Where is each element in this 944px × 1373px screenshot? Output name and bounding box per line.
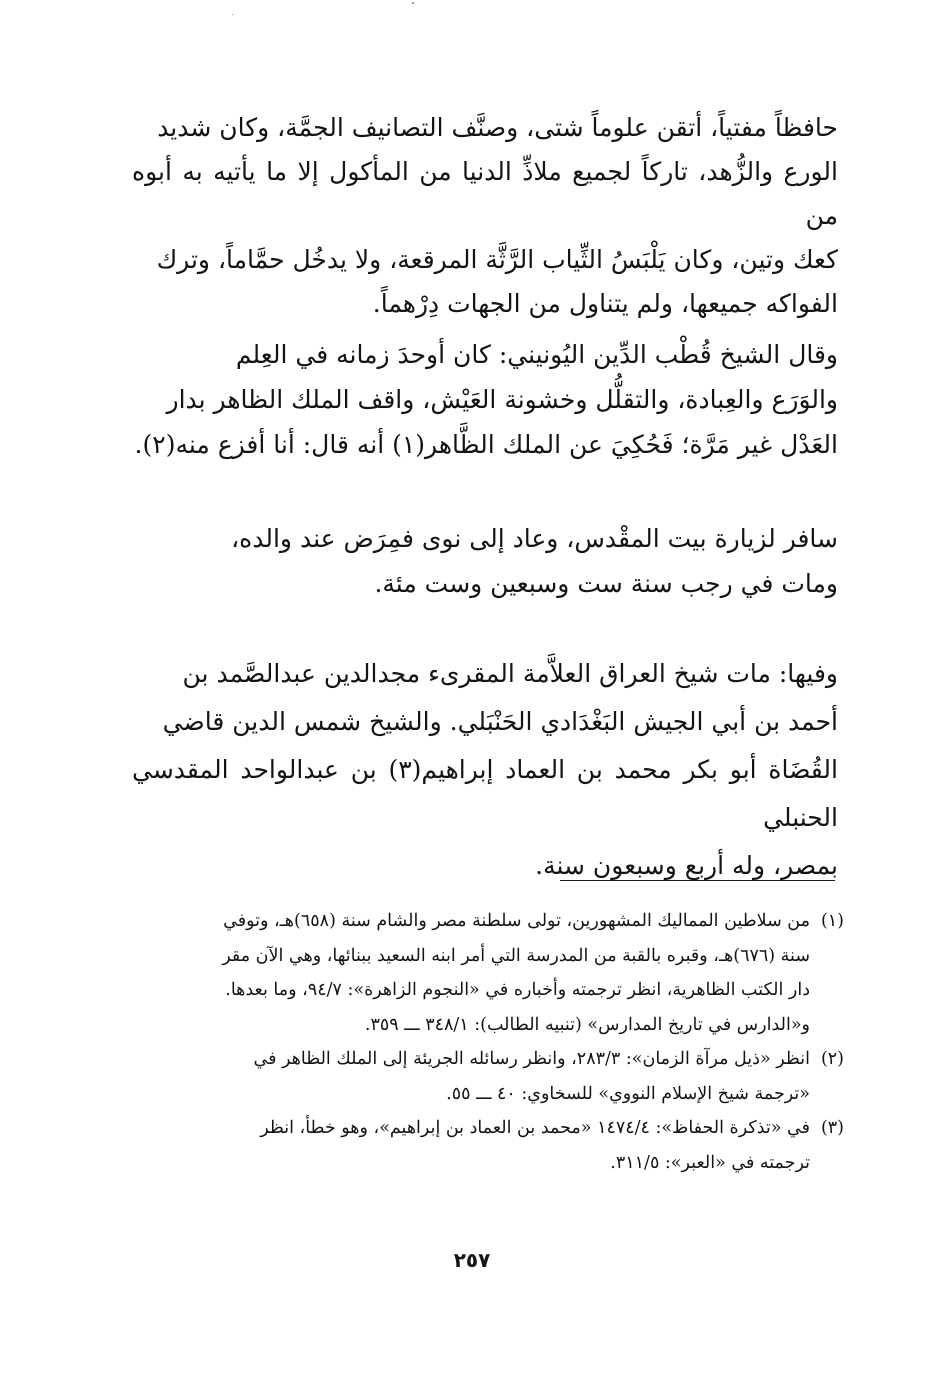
text-line: بمصر، وله أربع وسبعون سنة. (535, 851, 838, 880)
footnote-2 (132, 1042, 844, 1111)
scan-speck (412, 2, 414, 4)
text-line: الورع والزُّهد، تاركاً لجميع ملاذِّ الدنيا من المأكول إلا ما يأتيه به أبوه من (132, 157, 838, 230)
text-line: كعك وتين، وكان يَلْبَسُ الثِّياب الرَّثَّة المرقعة، ولا يدخُل حمَّاماً، وترك (156, 245, 838, 274)
footnote-line: «ترجمة شيخ الإسلام النووي» للسخاوي: ٤٠ ـــ ٥٥. (446, 1083, 810, 1104)
footnote-1 (132, 904, 844, 1042)
footnote-separator (560, 880, 835, 881)
paragraph-other-deaths (132, 650, 838, 890)
footnote-number: (١) (820, 911, 844, 931)
page-number: ٢٥٧ (453, 1248, 491, 1272)
text-line: أحمد بن أبي الجيش البَغْدَادي الحَنْبَلي. والشيخ شمس الدين قاضي (162, 707, 838, 736)
footnote-line: ترجمته في «العبر»: ٣١١/٥. (610, 1152, 810, 1173)
text-line: الفواكه جميعها، ولم يتناول من الجهات دِرْهماً. (372, 289, 838, 318)
text-line: والوَرَع والعِبادة، والتقلُّل وخشونة العَيْش، واقف الملك الظاهر بدار (166, 385, 838, 414)
text-line: سافر لزيارة بيت المقْدس، وعاد إلى نوى فمِرَض عند والده، (231, 524, 838, 553)
text-line: حافظاً مفتياً، أتقن علوماً شتى، وصنَّف التصانيف الجمَّة، وكان شديد (157, 113, 838, 142)
footnotes (132, 904, 844, 1180)
footnote-line: في «تذكرة الحفاظ»: ١٤٧٤/٤ «محمد بن العماد بن إبراهيم»، وهو خطأ، انظر (260, 1118, 810, 1138)
text-line: وقال الشيخ قُطْب الدِّين اليُونيني: كان أوحدَ زمانه في العِلم (235, 340, 838, 369)
paragraph-yunini-quote (132, 332, 838, 467)
footnote-line: دار الكتب الظاهرية، انظر ترجمته وأخباره في «النجوم الزاهرة»: ٩٤/٧، وما بعدها. (225, 980, 810, 1000)
footnote-3 (132, 1111, 844, 1180)
footnote-number: (٣) (820, 1118, 844, 1138)
text-line: وفيها: مات شيخ العراق العلاَّمة المقرىء مجدالدين عبدالصَّمد بن (182, 659, 838, 688)
text-line: العَدْل غير مَرَّة؛ فَحُكِيَ عن الملك الظَّاهر(١) أنه قال: أنا أفزع منه(٢). (134, 430, 838, 459)
footnote-line: سنة (٦٧٦)هـ، وقبره بالقبة من المدرسة التي أمر ابنه السعيد ببنائها، وهي الآن مقر (222, 945, 810, 966)
scan-speck (232, 14, 233, 15)
paragraph-biography (132, 106, 838, 326)
paragraph-death (132, 516, 838, 606)
footnote-line: من سلاطين المماليك المشهورين، تولى سلطنة مصر والشام سنة (٦٥٨)هـ، وتوفي (223, 911, 810, 931)
footnote-line: و«الدارس في تاريخ المدارس» (تنبيه الطالب): ٣٤٨/١ ـــ ٣٥٩. (364, 1014, 810, 1035)
footnote-line: انظر «ذيل مرآة الزمان»: ٢٨٣/٣، وانظر رسائله الجريئة إلى الملك الظاهر في (253, 1049, 810, 1069)
text-line: ومات في رجب سنة ست وسبعين وست مئة. (374, 569, 838, 598)
text-line: القُضَاة أبو بكر محمد بن العماد إبراهيم(٣) بن عبدالواحد المقدسي الحنبلي (132, 755, 838, 832)
footnote-number: (٢) (820, 1049, 844, 1069)
